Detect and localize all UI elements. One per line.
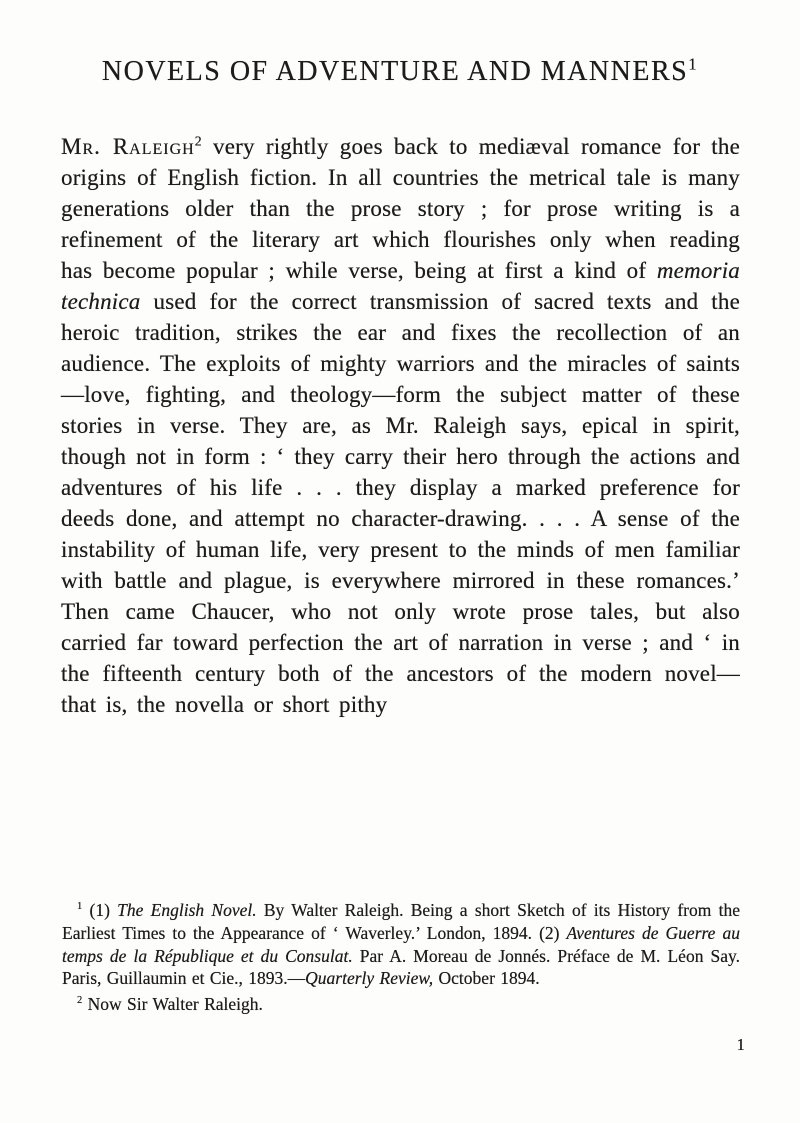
page-number: 1 <box>736 1035 745 1054</box>
body-paragraph: Mr. Raleigh$^2$ very rightly goes back to mediæval romance for the origins of English fiction. In all countries the metrical tale is many generations older than the prose story ; for prose writing is a refinement of the literary art which flourishes only when reading has become popular ; while verse, being at first a kind of memoria technica used for the correct transmission of sacred texts and the heroic tradition, strikes the ear and fixes the recollection of an audience. The exploits of mighty warriors and the miracles of saints—love, fighting, and theology—form the subject matter of these stories in verse. They are, as Mr. Raleigh says, epical in spirit, though not in form : ‘ they carry their hero through the actions and adventures of his life . . . they display a marked preference for deeds done, and attempt no character-drawing. . . . A sense of the instability of human life, very present to the minds of men familiar with battle and plague, is everywhere mirrored in these romances.’ Then came Chaucer, who not only wrote prose tales, but also carried far toward perfection the art of narration in verse ; and ‘ in the fifteenth century both of the ancestors of the modern novel—that is, the novella or short pithy <box>61 133 740 717</box>
page-title: NOVELS OF ADVENTURE AND MANNERS$^1$ <box>101 54 699 87</box>
footnote-2: $^2$ Now Sir Walter Raleigh. <box>77 994 263 1015</box>
footnote-1: $^1$ (1) The English Novel. By Walter Raleigh. Being a short Sketch of its History from the Earliest Times to the Appearance of ‘ Waverley.’ London, 1894. (2) Aventures de Guerre au temps de la République et du Consulat. Par A. Moreau de Jonnés. Préface de M. Léon Say. Paris, Guillaumin et Cie., 1893.—Quarterly Review, October 1894. <box>62 900 741 989</box>
footnotes-section <box>62 899 740 1016</box>
